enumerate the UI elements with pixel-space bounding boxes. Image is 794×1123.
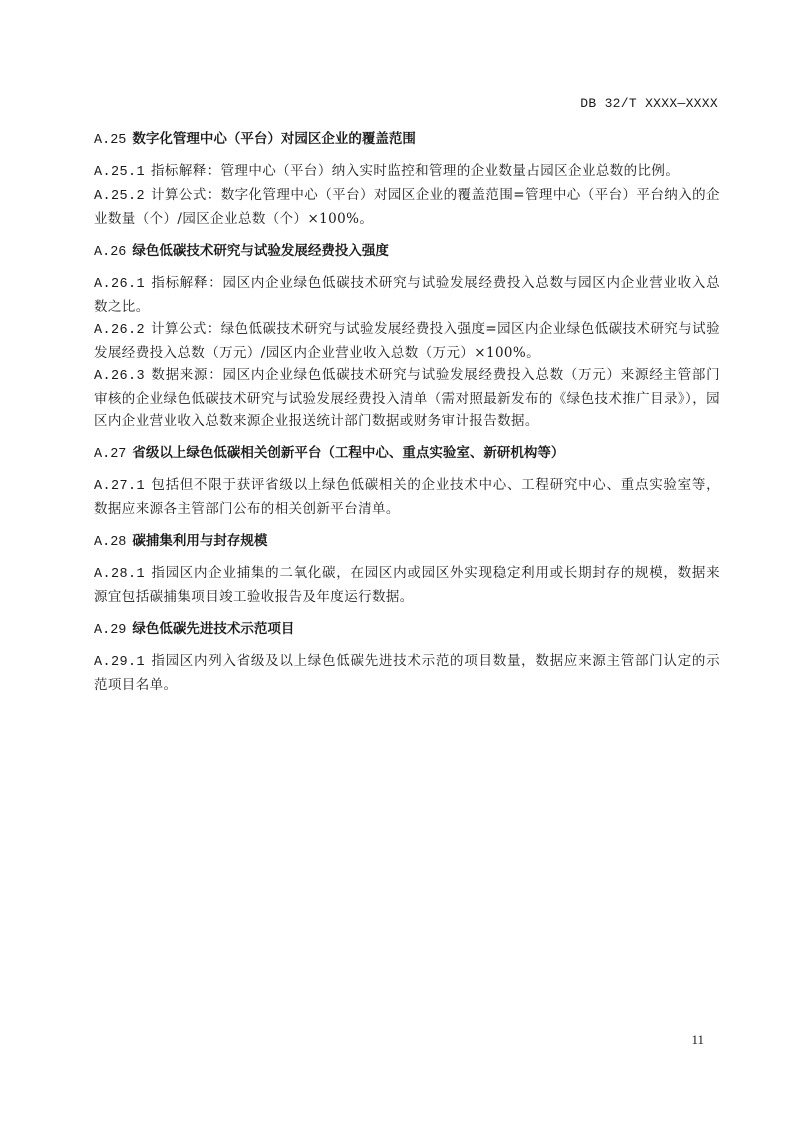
section-title: 绿色低碳技术研究与试验发展经费投入强度 <box>132 243 389 259</box>
section-number: A.26 <box>94 245 127 260</box>
clause-paragraph <box>94 364 720 432</box>
clause-text: 指标解释：管理中心（平台）纳入实时监控和管理的企业数量占园区企业总数的比例。 <box>151 163 680 179</box>
clause-text: 指园区内企业捕集的二氧化碳，在园区内或园区外实现稳定利用或长期封存的规模，数据来源宜包括碳捕集项目竣工验收报告及年度运行数据。 <box>94 565 720 605</box>
section-heading <box>94 240 720 264</box>
clause-text: 指标解释：园区内企业绿色低碳技术研究与试验发展经费投入总数与园区内企业营业收入总数之比。 <box>94 275 720 315</box>
clause-number: A.29.1 <box>94 655 146 670</box>
clause-number: A.27.1 <box>94 479 146 494</box>
section-number: A.25 <box>94 133 127 148</box>
clause-paragraph <box>94 272 720 318</box>
section-heading <box>94 618 720 642</box>
section-number: A.27 <box>94 447 127 462</box>
section-a28 <box>94 530 720 608</box>
clause-text: 计算公式：绿色低碳技术研究与试验发展经费投入强度=园区内企业绿色低碳技术研究与试验发展经费投入总数（万元）/园区内企业营业收入总数（万元）×100%。 <box>94 321 720 361</box>
clause-text: 指园区内列入省级及以上绿色低碳先进技术示范的项目数量，数据应来源主管部门认定的示范项目名单。 <box>94 653 720 693</box>
clause-paragraph <box>94 562 720 608</box>
clause-number: A.28.1 <box>94 567 146 582</box>
section-a29 <box>94 618 720 696</box>
clause-paragraph <box>94 650 720 696</box>
section-title: 碳捕集利用与封存规模 <box>132 533 268 549</box>
clause-paragraph <box>94 160 720 184</box>
section-number: A.28 <box>94 535 127 550</box>
clause-text: 数据来源：园区内企业绿色低碳技术研究与试验发展经费投入总数（万元）来源经主管部门审核的企业绿色低碳技术研究与试验发展经费投入清单（需对照最新发布的《绿色技术推广目录》），园区内企业营业收入总数来源企业报送统计部门数据或财务审计报告数据。 <box>94 367 720 429</box>
clause-text: 包括但不限于获评省级以上绿色低碳相关的企业技术中心、工程研究中心、重点实验室等，数据应来源各主管部门公布的相关创新平台清单。 <box>94 477 720 517</box>
section-heading <box>94 128 720 152</box>
section-heading <box>94 442 720 466</box>
section-a27 <box>94 442 720 520</box>
clause-paragraph <box>94 318 720 364</box>
clause-paragraph <box>94 184 720 230</box>
section-title: 绿色低碳先进技术示范项目 <box>132 621 295 637</box>
clause-text: 计算公式：数字化管理中心（平台）对园区企业的覆盖范围=管理中心（平台）平台纳入的企业数量（个）/园区企业总数（个）×100%。 <box>94 187 720 227</box>
page-number: 11 <box>691 1032 704 1047</box>
clause-number: A.25.1 <box>94 165 146 180</box>
section-title: 数字化管理中心（平台）对园区企业的覆盖范围 <box>132 131 416 147</box>
clause-paragraph <box>94 474 720 520</box>
standard-code: DB 32/T XXXX—XXXX <box>580 96 718 111</box>
clause-number: A.25.2 <box>94 189 146 204</box>
document-body <box>94 128 720 706</box>
section-number: A.29 <box>94 623 127 638</box>
section-heading <box>94 530 720 554</box>
section-a26 <box>94 240 720 432</box>
section-title: 省级以上绿色低碳相关创新平台（工程中心、重点实验室、新研机构等） <box>132 445 565 461</box>
clause-number: A.26.2 <box>94 323 146 338</box>
clause-number: A.26.1 <box>94 277 146 292</box>
clause-number: A.26.3 <box>94 369 146 384</box>
section-a25 <box>94 128 720 230</box>
